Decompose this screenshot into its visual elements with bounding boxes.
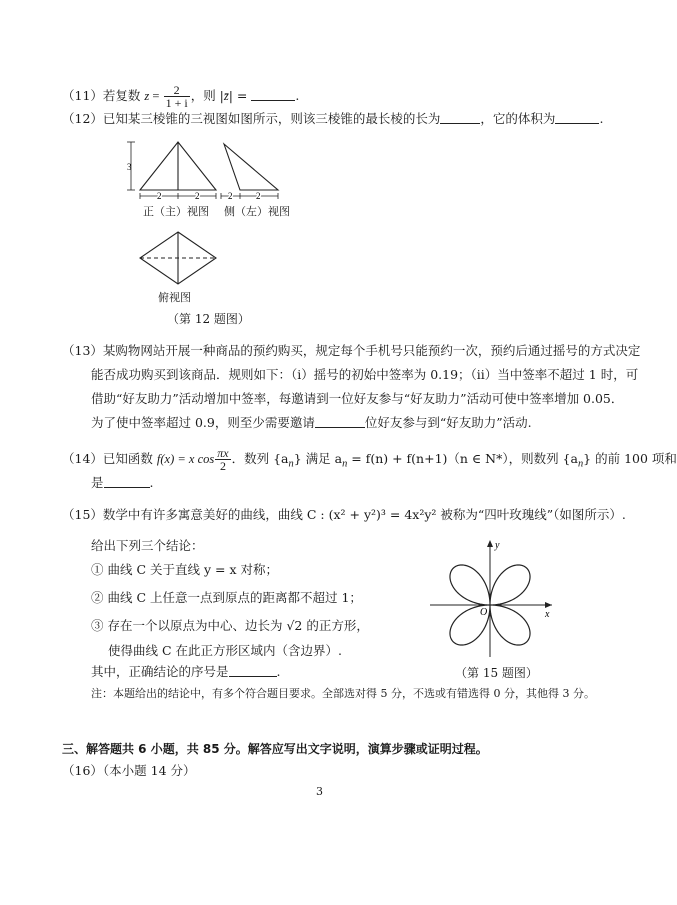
q15-conclusion-1: ① 曲线 C 关于直线 y = x 对称； <box>91 562 278 577</box>
q15-note: 注：本题给出的结论中，有多个符合题目要求。全部选对得 5 分，不选或有错选得 0 分，其他得 3 分。 <box>91 687 595 700</box>
q12-figure-caption: （第 12 题图） <box>167 312 250 326</box>
q13-line3: 借助“好友助力”活动增加中签率，每邀请到一位好友参与“好友助力”活动可使中签率增加 0.05． <box>91 391 624 406</box>
q13-line1 <box>62 343 640 359</box>
q11-var-z: z <box>144 89 150 103</box>
top-view-drawing <box>140 232 216 284</box>
q15-answer-blank <box>229 664 277 677</box>
q12-blank-1 <box>440 111 480 124</box>
q14-frac-den: 2 <box>219 459 226 473</box>
q11-zbar: z̄ <box>223 89 229 103</box>
dim-label-2b: 2 <box>195 191 200 201</box>
q13-number: （13） <box>62 343 103 358</box>
q14-text-c: } 满足 a <box>293 451 343 466</box>
q11-text: 若复数 <box>102 88 145 103</box>
front-view-drawing <box>140 142 216 190</box>
q14-sub-n-3: n <box>577 458 584 470</box>
q14-function: f(x) = x cos <box>156 452 215 466</box>
q14-answer-blank <box>104 475 150 488</box>
q15-ask-line <box>91 664 281 680</box>
q16-title: （16）（本小题 14 分） <box>62 763 196 778</box>
coordinate-axes <box>430 541 552 657</box>
dim-label-2d: 2 <box>256 191 261 201</box>
section3-heading: 三、解答题共 6 小题，共 85 分。解答应写出文字说明，演算步骤或证明过程。 <box>62 742 488 756</box>
q12-blank-2 <box>555 111 599 124</box>
q11-fraction <box>164 84 190 109</box>
dim-label-3: 3 <box>127 162 132 172</box>
q14-fraction <box>215 447 230 472</box>
q11-frac-den: 1 + i <box>165 96 188 110</box>
q15-intro: 给出下列三个结论： <box>91 538 204 553</box>
q13-text-1: 某购物网站开展一种商品的预约购买，规定每个手机号只能预约一次，预约后通过摇号的方式决定 <box>102 343 641 358</box>
q15-text-1: 数学中有许多寓意美好的曲线，曲线 C : (x² + y²)³ = 4x²y² 被称为“四叶玫瑰线”（如图所示）. <box>102 507 626 522</box>
q13-text-4a: 为了使中签率超过 0.9，则至少需要邀请 <box>91 415 315 430</box>
x-axis-arrow-icon <box>545 602 552 608</box>
q14-end: . <box>149 475 154 490</box>
q14-text-d: = f(n) + f(n+1)（n ∈ N*），则数列 {a <box>347 451 578 466</box>
four-leaf-rose-figure <box>428 537 558 663</box>
q14-frac-num: πx <box>217 446 229 460</box>
front-view-label: 正（主）视图 <box>143 205 209 218</box>
q15-figure-caption: （第 15 题图） <box>455 666 538 680</box>
q14-text-b: ．数列 {a <box>231 451 289 466</box>
q14-text-e: } 的前 100 项和 <box>583 451 677 466</box>
q11-text-b: ，则 | <box>190 88 224 103</box>
q14-line2 <box>91 475 154 491</box>
q14-sub-n: n <box>288 458 294 470</box>
origin-label: O <box>480 607 488 618</box>
q11-text-c: | = <box>228 88 252 103</box>
q14-line1 <box>62 447 677 473</box>
q12-line <box>62 111 603 127</box>
q13-line4 <box>91 415 532 431</box>
q15-line1 <box>62 507 626 523</box>
side-view-label: 侧（左）视图 <box>224 205 290 218</box>
top-view-label: 俯视图 <box>158 291 191 304</box>
q12-three-view-figure <box>120 138 300 308</box>
q11-answer-blank <box>251 88 295 101</box>
side-view-drawing <box>224 144 278 190</box>
q12-number: （12） <box>62 111 103 126</box>
q15-conclusion-3a: ③ 存在一个以原点为中心、边长为 √2 的正方形， <box>91 618 369 633</box>
q14-sub-n-2: n <box>342 458 348 470</box>
dim-label-2c: 2 <box>228 191 233 201</box>
q13-answer-blank <box>315 415 365 428</box>
q12-end: . <box>599 111 604 126</box>
q12-text-b: ，它的体积为 <box>480 111 556 126</box>
q13-line2: 能否成功购买到该商品．规则如下：（ⅰ）摇号的初始中签率为 0.19；（ⅱ）当中签率不超过 1 时，可 <box>91 367 639 382</box>
q14-text-2a: 是 <box>91 475 104 490</box>
q15-ask-text: 其中，正确结论的序号是 <box>91 664 229 679</box>
page-number: 3 <box>316 785 323 798</box>
q14-number: （14） <box>62 451 103 466</box>
q11-frac-num: 2 <box>164 84 190 97</box>
q11-number: （11） <box>62 88 103 103</box>
q11-line <box>62 84 299 109</box>
x-axis-label: x <box>545 609 550 620</box>
front-width-dimension <box>140 193 216 199</box>
q12-text-a: 已知某三棱锥的三视图如图所示，则该三棱锥的最长棱的长为 <box>102 111 441 126</box>
q15-end: . <box>276 664 281 679</box>
y-axis-arrow-icon <box>487 540 493 547</box>
q11-end: . <box>295 88 300 103</box>
q14-text-a: 已知函数 <box>102 451 157 466</box>
y-axis-label: y <box>495 540 500 551</box>
q15-conclusion-2: ② 曲线 C 上任意一点到原点的距离都不超过 1； <box>91 590 362 605</box>
q11-equals: = <box>149 89 163 103</box>
q13-text-4b: 位好友参与到“好友助力”活动. <box>364 415 532 430</box>
q15-number: （15） <box>62 507 103 522</box>
q15-conclusion-3b: 使得曲线 C 在此正方形区域内（含边界）. <box>108 643 342 658</box>
dim-label-2a: 2 <box>157 191 162 201</box>
